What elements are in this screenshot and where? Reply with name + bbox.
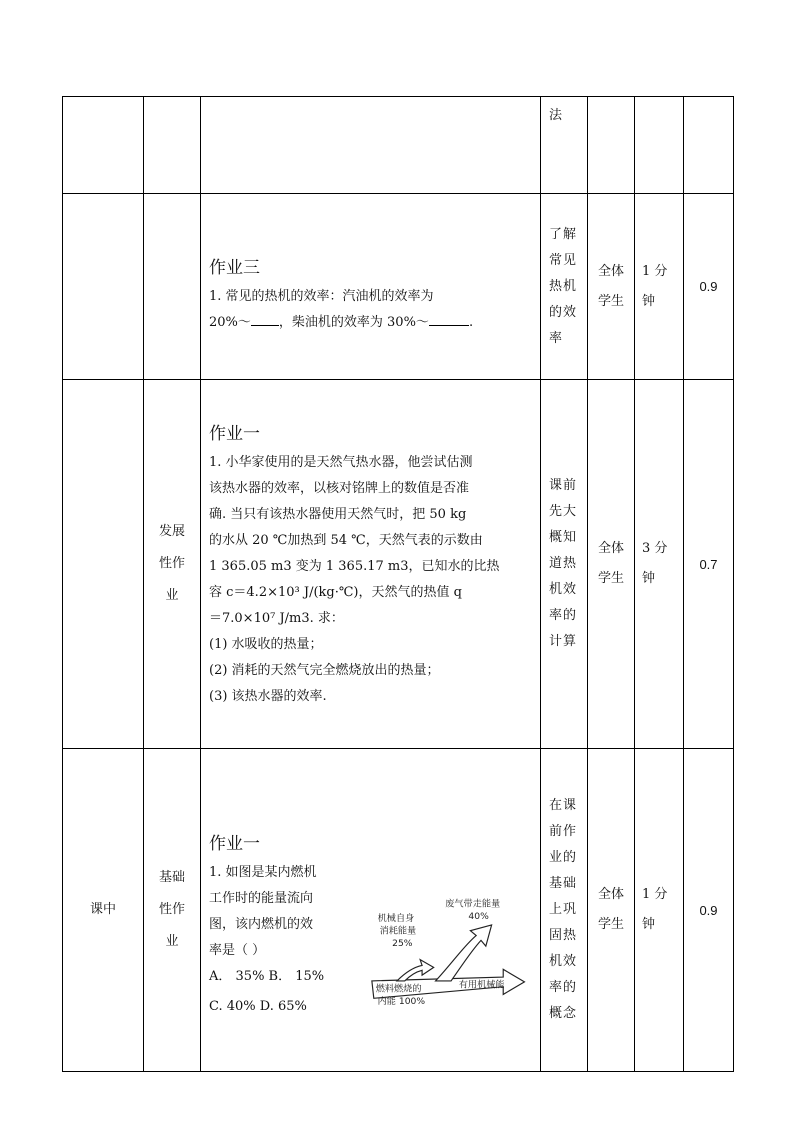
question-line: 1. 小华家使用的是天然气热水器，他尝试估测 (209, 454, 473, 470)
figure-label: 有用机械能 (458, 979, 505, 991)
figure-label: 40% (468, 910, 489, 922)
question-line: 的水从 20 ℃加热到 54 ℃，天然气表的示数由 (209, 532, 483, 548)
goal-cell: 法 (541, 97, 588, 194)
content-cell (201, 97, 541, 194)
figure-label: 消耗能量 (379, 925, 417, 937)
phase-cell: 课中 (63, 749, 144, 1072)
score-cell: 0.9 (684, 749, 734, 1072)
answer-blank (251, 310, 279, 326)
question-line: (2) 消耗的天然气完全燃烧放出的热量； (209, 662, 440, 678)
type-cell: 发展性作业 (144, 380, 201, 749)
goal-cell: 在课前作业的基础上巩固热机效率的概念 (541, 749, 588, 1072)
table-row (63, 194, 734, 380)
figure-label: 机械自身 (377, 912, 415, 924)
option-line: A． 35% B． 15% (209, 968, 325, 984)
type-cell: 基础性作业 (144, 749, 201, 1072)
question-line: 图，该内燃机的效 (209, 916, 314, 932)
type-cell (144, 194, 201, 380)
homework-table (62, 96, 734, 1072)
content-cell (201, 194, 541, 380)
mech-loss-arrow (397, 959, 434, 980)
exhaust-arrow (435, 924, 491, 980)
table-row (63, 380, 734, 749)
figure-label: 25% (391, 937, 413, 949)
content-cell (201, 380, 541, 749)
energy-flow-diagram (368, 890, 532, 1010)
time-cell: 1 分钟 (635, 749, 684, 1072)
score-cell: 0.7 (684, 380, 734, 749)
question-line: 工作时的能量流向 (209, 890, 314, 906)
question-line: 确. 当只有该热水器使用天然气时，把 50 kg (209, 506, 467, 522)
type-cell (144, 97, 201, 194)
answer-blank (429, 310, 469, 326)
homework-title: 作业一 (209, 423, 260, 444)
time-cell (635, 97, 684, 194)
option-line: C. 40% D. 65% (209, 998, 307, 1014)
question-text: 1. 常见的热机的效率：汽油机的效率为 20%～ ，柴油机的效率为 30%～ . (209, 289, 474, 330)
question-line: 1 365.05 m3 变为 1 365.17 m3，已知水的比热 (209, 558, 500, 574)
homework-title: 作业三 (209, 258, 260, 278)
object-cell: 全体学生 (588, 749, 635, 1072)
time-cell: 3 分钟 (635, 380, 684, 749)
object-cell: 全体学生 (588, 380, 635, 749)
phase-cell (63, 97, 144, 194)
object-cell: 全体学生 (588, 194, 635, 380)
question-line: (3) 该热水器的效率. (209, 688, 327, 704)
content-cell (201, 749, 541, 1072)
question-line: 率是（ ） (209, 942, 266, 958)
question-line: 1. 如图是某内燃机 (209, 864, 317, 880)
question-line: 该热水器的效率，以核对铭牌上的数值是否准 (209, 480, 470, 496)
table-row (63, 97, 734, 194)
goal-cell: 了解常见热机的效率 (541, 194, 588, 380)
question-line: 容 c＝4.2×10³ J/(kg·℃)，天然气的热值 q (209, 584, 462, 600)
time-cell: 1 分钟 (635, 194, 684, 380)
score-cell (684, 97, 734, 194)
figure-label: 燃料燃烧的 (375, 983, 422, 995)
object-cell (588, 97, 635, 194)
goal-cell: 课前先大概知道热机效率的计算 (541, 380, 588, 749)
question-line: ＝7.0×10⁷ J/m3. 求： (209, 610, 344, 626)
figure-label: 废气带走能量 (445, 898, 501, 910)
question-line: (1) 水吸收的热量； (209, 636, 323, 652)
table-row (63, 749, 734, 1072)
homework-title: 作业一 (209, 833, 260, 854)
figure-label: 内能 100% (377, 995, 425, 1007)
phase-cell (63, 194, 144, 380)
score-cell: 0.9 (684, 194, 734, 380)
phase-cell (63, 380, 144, 749)
